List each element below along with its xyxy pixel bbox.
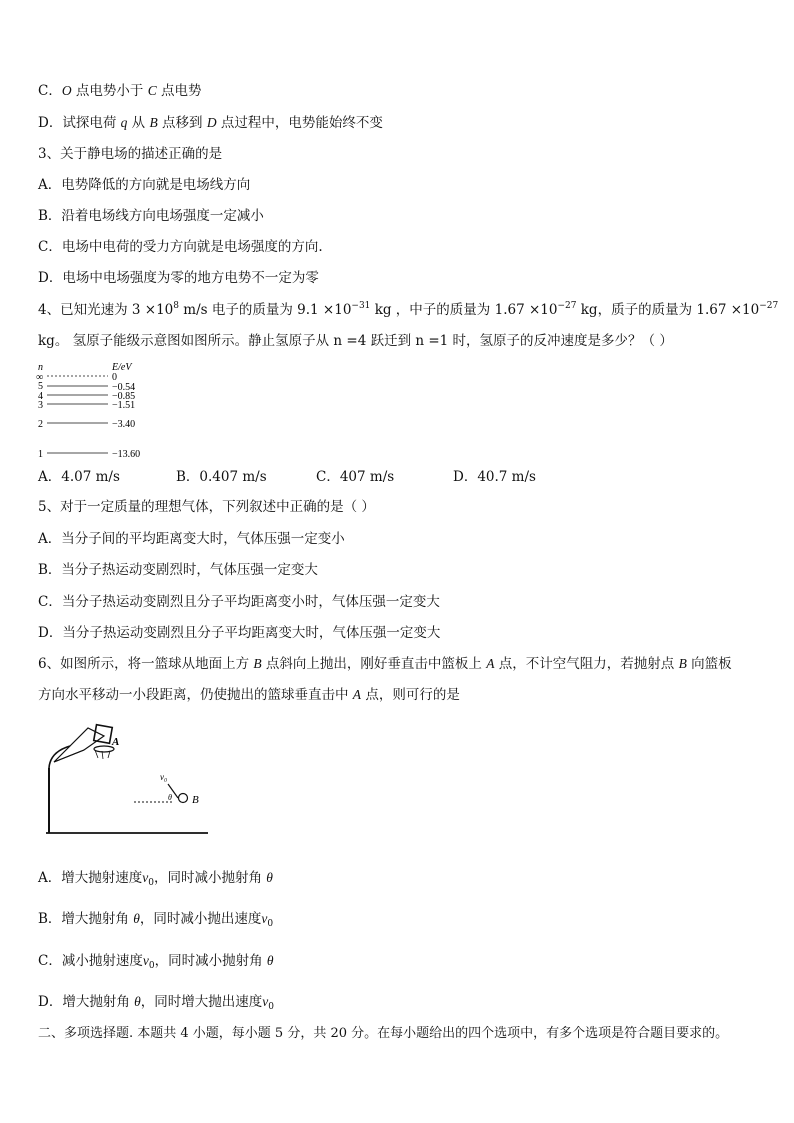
q3-option-d: D．电场中电场强度为零的地方电势不一定为零 <box>38 270 319 286</box>
text: ，同时减小抛射角 <box>154 953 267 969</box>
q3-option-b: B．沿着电场线方向电场强度一定减小 <box>38 208 264 224</box>
q4-stem-line2: kg。 氢原子能级示意图如图所示。静止氢原子从 n =4 跃迁到 n =1 时，氢原子的反冲速度是多少？（ ） <box>38 333 673 349</box>
text: 点移到 <box>157 115 207 131</box>
q4-option-a: A．4.07 m/s <box>38 469 120 485</box>
var-a: A <box>486 656 495 671</box>
text: D．试探电荷 <box>38 115 121 131</box>
text: ，同时减小抛出速度 <box>139 911 262 927</box>
exponent: −27 <box>557 301 577 311</box>
text: B．增大抛射角 <box>38 911 134 927</box>
q5-option-d: D．当分子热运动变剧烈且分子平均距离变大时，气体压强一定变大 <box>38 625 441 641</box>
var-theta: θ <box>133 911 140 926</box>
text: 点过程中，电势能始终不变 <box>216 115 383 131</box>
q2-option-d <box>38 114 383 132</box>
var-d: D <box>206 115 217 130</box>
q4-stem-line1 <box>38 301 778 319</box>
option-prefix: C． <box>38 83 62 99</box>
q3-option-c: C．电场中电荷的受力方向就是电场强度的方向. <box>38 239 323 255</box>
q6-stem-line1 <box>38 655 732 673</box>
var-v: v <box>142 953 149 968</box>
level-n-inf: ∞ <box>36 372 44 383</box>
var-o: O <box>61 83 72 98</box>
q6-option-b <box>38 910 273 928</box>
axis-label-e: E/eV <box>112 362 132 373</box>
text: ，同时增大抛出速度 <box>140 994 263 1010</box>
q4-option-b: B．0.407 m/s <box>176 469 267 485</box>
text: 6、如图所示，将一篮球从地面上方 <box>38 656 254 672</box>
q6-option-d <box>38 993 274 1011</box>
exponent: −27 <box>759 301 779 311</box>
q5-stem: 5、对于一定质量的理想气体，下列叙述中正确的是（ ） <box>38 499 375 515</box>
text: 点斜向上抛出，刚好垂直击中篮板上 <box>261 656 487 672</box>
text: C．减小抛射速度 <box>38 953 143 969</box>
var-theta: θ <box>134 994 141 1009</box>
text: D．增大抛射角 <box>38 994 135 1010</box>
level-n-4: 4 <box>38 391 43 402</box>
text: kg ，中子的质量为 1.67 ×10 <box>370 302 558 318</box>
ball <box>179 794 188 803</box>
text: 4、已知光速为 3 ×10 <box>38 302 174 318</box>
backboard-support <box>54 728 104 762</box>
var-theta: θ <box>266 953 274 968</box>
q2-option-c <box>38 82 202 100</box>
q6-option-c <box>38 952 274 970</box>
var-v: v <box>142 870 149 885</box>
level-e-1: −13.60 <box>112 449 141 460</box>
level-e-5: −0.54 <box>112 382 136 393</box>
text: 点，则可行的是 <box>361 687 460 703</box>
subscript: 0 <box>148 878 154 888</box>
label-v0: v₀ <box>160 772 168 782</box>
hoop <box>94 746 114 752</box>
level-n-5: 5 <box>38 381 43 392</box>
level-e-3: −1.51 <box>112 400 136 411</box>
text: A．增大抛射速度 <box>38 870 143 886</box>
q6-stem-line2 <box>38 686 460 704</box>
section-2-heading: 二、多项选择题. 本题共 4 小题，每小题 5 分，共 20 分。在每小题给出的四个选项中，有多个选项是符合题目要求的。 <box>38 1026 729 1041</box>
backboard <box>94 725 113 744</box>
exponent: 8 <box>173 301 179 311</box>
var-c: C <box>147 83 157 98</box>
text: m/s 电子的质量为 9.1 ×10 <box>179 302 352 318</box>
var-theta: θ <box>266 870 273 885</box>
q6-option-a <box>38 869 273 887</box>
var-v: v <box>262 994 269 1009</box>
text: 从 <box>127 115 150 131</box>
var-q: q <box>120 115 128 130</box>
text: 方向水平移动一小段距离，仍使抛出的篮球垂直击中 <box>38 687 353 703</box>
exponent: −31 <box>351 301 371 311</box>
var-a: A <box>352 687 362 702</box>
subscript: 0 <box>268 1002 274 1012</box>
level-n-1: 1 <box>38 449 43 460</box>
q4-option-c: C．407 m/s <box>316 469 395 485</box>
level-e-inf: 0 <box>112 372 117 383</box>
level-e-2: −3.40 <box>112 419 136 430</box>
label-a: A <box>112 736 120 748</box>
level-e-4: −0.85 <box>112 391 136 402</box>
text: 向篮板 <box>686 656 732 672</box>
level-n-2: 2 <box>38 419 43 430</box>
text: 点，不计空气阻力，若抛射点 <box>494 656 679 672</box>
text: 点电势 <box>156 83 202 99</box>
label-b: B <box>192 794 199 806</box>
q5-option-b: B．当分子热运动变剧烈时，气体压强一定变大 <box>38 562 318 578</box>
var-b: B <box>149 115 158 130</box>
energy-level-diagram <box>34 358 174 464</box>
subscript: 0 <box>267 919 274 929</box>
q5-option-c: C．当分子热运动变剧烈且分子平均距离变小时，气体压强一定变大 <box>38 594 440 610</box>
var-v: v <box>261 911 268 926</box>
q5-option-a: A．当分子间的平均距离变大时，气体压强一定变小 <box>38 531 345 547</box>
var-b: B <box>678 656 687 671</box>
text: ，同时减小抛射角 <box>153 870 267 886</box>
label-theta: θ <box>168 793 172 802</box>
level-n-3: 3 <box>38 400 43 411</box>
q4-option-d: D．40.7 m/s <box>453 469 536 485</box>
basketball-figure <box>40 718 215 840</box>
text: kg，质子的质量为 1.67 ×10 <box>576 302 760 318</box>
text: 点电势小于 <box>71 83 148 99</box>
subscript: 0 <box>148 961 155 971</box>
q3-stem: 3、关于静电场的描述正确的是 <box>38 146 223 162</box>
axis-label-n: n <box>38 362 43 373</box>
var-b: B <box>253 656 262 671</box>
q3-option-a: A．电势降低的方向就是电场线方向 <box>38 177 251 193</box>
